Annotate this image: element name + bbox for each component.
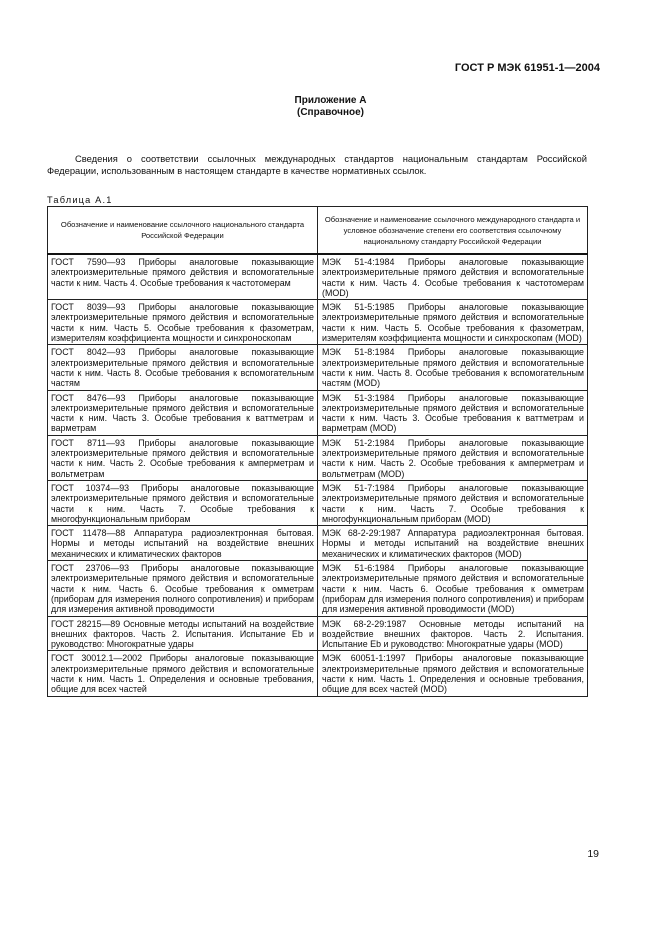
table-row — [48, 300, 588, 345]
table-header-row — [48, 207, 588, 255]
table-row — [48, 651, 588, 696]
table-row — [48, 435, 588, 480]
national-standard-cell: ГОСТ 8042—93 Приборы аналоговые показывающие электроизмерительные прямого действия и вспомогательные части к ним. Часть 8. Особые требования к вспомогательным частям — [48, 345, 318, 390]
international-standard-cell: МЭК 51-6:1984 Приборы аналоговые показывающие электроизмерительные прямого действия и вспомогательные части к ним. Часть 6. Особые требования к омметрам (приборам для измерения полного сопротивления) и приборам для измерения активной проводимости (MOD) — [318, 561, 588, 616]
national-standard-cell: ГОСТ 7590—93 Приборы аналоговые показывающие электроизмерительные прямого действия и вспомогательные части к ним. Часть 4. Особые требования к частотомерам — [48, 254, 318, 300]
national-standard-cell: ГОСТ 11478—88 Аппаратура радиоэлектронная бытовая. Нормы и методы испытаний на воздействие внешних механических и климатических факторов — [48, 526, 318, 561]
header-national-standard: Обозначение и наименование ссылочного национального стандарта Российской Федерации — [48, 207, 318, 255]
table-row — [48, 616, 588, 651]
table-caption: Таблица А.1 — [47, 195, 113, 205]
annex-title: Приложение А — [294, 95, 367, 106]
table-row — [48, 526, 588, 561]
table-row — [48, 561, 588, 616]
international-standard-cell: МЭК 68-2-29:1987 Основные методы испытаний на воздействие внешних факторов. Часть 2. Испытания. Испытание Eb и руководство: Многократные удары (MOD) — [318, 616, 588, 651]
national-standard-cell: ГОСТ 10374—93 Приборы аналоговые показывающие электроизмерительные прямого действия и вспомогательные части к ним. Часть 7. Особые требования к многофункциональным приборам — [48, 480, 318, 525]
national-standard-cell: ГОСТ 30012.1—2002 Приборы аналоговые показывающие электроизмерительные прямого действия и вспомогательные части к ним. Часть 1. Определения и основные требования, общие для всех частей — [48, 651, 318, 696]
national-standard-cell: ГОСТ 23706—93 Приборы аналоговые показывающие электроизмерительные прямого действия и вспомогательные части к ним. Часть 6. Особые требования к омметрам (приборам для измерения полного сопротивления) и приборам для измерения активной проводимости — [48, 561, 318, 616]
international-standard-cell: МЭК 51-5:1985 Приборы аналоговые показывающие электроизмерительные прямого действия и вспомогательные части к ним. Часть 5. Особые требования к фазометрам, измерителям коэффициента мощности и синхроскопам (MOD) — [318, 300, 588, 345]
annex-heading — [0, 95, 661, 119]
intro-paragraph: Сведения о соответствии ссылочных международных стандартов национальным стандартам Российской Федерации, использованным в настоящем стандарте в качестве нормативных ссылок. — [47, 153, 587, 177]
standard-id: ГОСТ Р МЭК 61951-1—2004 — [454, 62, 600, 74]
international-standard-cell: МЭК 51-3:1984 Приборы аналоговые показывающие электроизмерительные прямого действия и вспомогательные части к ним. Часть 3. Особые требования к ваттметрам и варметрам (MOD) — [318, 390, 588, 435]
international-standard-cell: МЭК 51-2:1984 Приборы аналоговые показывающие электроизмерительные прямого действия и вспомогательные части к ним. Часть 2. Особые требования к амперметрам и вольтметрам (MOD) — [318, 435, 588, 480]
table-row — [48, 390, 588, 435]
international-standard-cell: МЭК 51-4:1984 Приборы аналоговые показывающие электроизмерительные прямого действия и вспомогательные части к ним. Часть 4. Особые требования к частотомерам (MOD) — [318, 254, 588, 300]
international-standard-cell: МЭК 51-8:1984 Приборы аналоговые показывающие электроизмерительные прямого действия и вспомогательные части к ним. Часть 8. Особые требования к вспомогательным частям (MOD) — [318, 345, 588, 390]
header-international-standard: Обозначение и наименование ссылочного международного стандарта и условное обозначение степени его соответствия ссылочному национальному стандарту Российской Федерации — [318, 207, 588, 255]
table-row — [48, 254, 588, 300]
national-standard-cell: ГОСТ 28215—89 Основные методы испытаний на воздействие внешних факторов. Часть 2. Испытания. Испытание Eb и руководство: Многократные удары — [48, 616, 318, 651]
national-standard-cell: ГОСТ 8476—93 Приборы аналоговые показывающие электроизмерительные прямого действия и вспомогательные части к ним. Часть 3. Особые требования к ваттметрам и варметрам — [48, 390, 318, 435]
national-standard-cell: ГОСТ 8039—93 Приборы аналоговые показывающие электроизмерительные прямого действия и вспомогательные части к ним. Часть 5. Особые требования к фазометрам, измерителям коэффициента мощности и синхроноскопам — [48, 300, 318, 345]
national-standard-cell: ГОСТ 8711—93 Приборы аналоговые показывающие электроизмерительные прямого действия и вспомогательные части к ним. Часть 2. Особые требования к амперметрам и вольтметрам — [48, 435, 318, 480]
page-number: 19 — [587, 848, 599, 860]
standards-table — [47, 206, 588, 697]
annex-subtitle: (Справочное) — [297, 107, 364, 118]
table-row — [48, 345, 588, 390]
table-row — [48, 480, 588, 525]
international-standard-cell: МЭК 60051-1:1997 Приборы аналоговые показывающие электроизмерительные прямого действия и вспомогательные части к ним. Часть 1. Определения и основные требования, общие для всех частей (MOD) — [318, 651, 588, 696]
international-standard-cell: МЭК 68-2-29:1987 Аппаратура радиоэлектронная бытовая. Нормы и методы испытаний на воздействие внешних механических и климатических факторов (MOD) — [318, 526, 588, 561]
international-standard-cell: МЭК 51-7:1984 Приборы аналоговые показывающие электроизмерительные прямого действия и вспомогательные части к ним. Часть 7. Особые требования к многофункциональным приборам (MOD) — [318, 480, 588, 525]
